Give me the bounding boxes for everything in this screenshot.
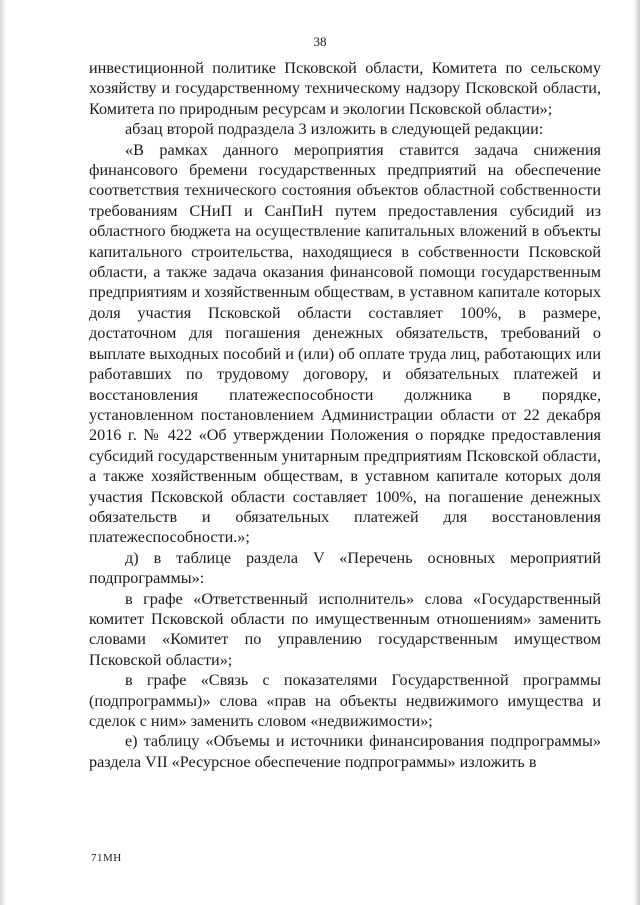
paragraph-continuation: инвестиционной политике Псковской области, Комитета по сельскому хозяйству и государственному техническому надзору Псковской области, Комитета по природным ресурсам и экологии Псковской области»; — [89, 59, 601, 118]
paragraph-responsible-executor: в графе «Ответственный исполнитель» слова «Государственный комитет Псковской области по имущественным отношениям» заменить словами «Комитет по управлению государственным имуществом Псковской области»; — [89, 589, 601, 669]
document-body — [89, 58, 601, 772]
paragraph-indicators: в графе «Связь с показателями Государственной программы (подпрограммы)» слова «прав на объекты недвижимого имущества и сделок с ним» заменить словом «недвижимости»; — [89, 671, 601, 730]
page-number: 38 — [313, 34, 327, 49]
scan-right-edge — [632, 0, 640, 905]
paragraph-item-d: д) в таблице раздела V «Перечень основных мероприятий подпрограммы»: — [89, 548, 601, 588]
footer-document-code: 71МН — [91, 852, 122, 864]
scan-left-edge — [0, 0, 6, 905]
paragraph-item-e: е) таблицу «Объемы и источники финансирования подпрограммы» раздела VII «Ресурсное обеспечение подпрограммы» изложить в — [89, 732, 601, 771]
paragraph-instruction: абзац второй подраздела 3 изложить в следующей редакции: — [125, 120, 544, 139]
paragraph-quoted-text: «В рамках данного мероприятия ставится задача снижения финансового бремени государственных предприятий на обеспечение соответствия технического состояния объектов областной собственности требованиям СНиП и СанПиН путем предоставления субсидий из областного бюджета на осуществление капитальных вложений в объекты капитального строительства, находящиеся в собственности Псковской области, а также задача оказания финансовой помощи государственным предприятиям и хозяйственным обществам, в уставном капитале которых доля участия Псковской области составляет 100%, в размере, достаточном для погашения денежных обязательств, требований о выплате выходных пособий и (или) об оплате труда лиц, работающих или работавших по трудовому договору, и обязательных платежей и восстановления платежеспособности должника в порядке, установленном постановлением Администрации области от 22 декабря 2016 г. № 422 «Об утверждении Положения о порядке предоставления субсидий государственным унитарным предприятиям Псковской области, а также хозяйственным обществам, в уставном капитале которых доля участия Псковской области составляет 100%, на погашение денежных обязательств и обязательных платежей для восстановления платежеспособности.»; — [89, 140, 601, 547]
